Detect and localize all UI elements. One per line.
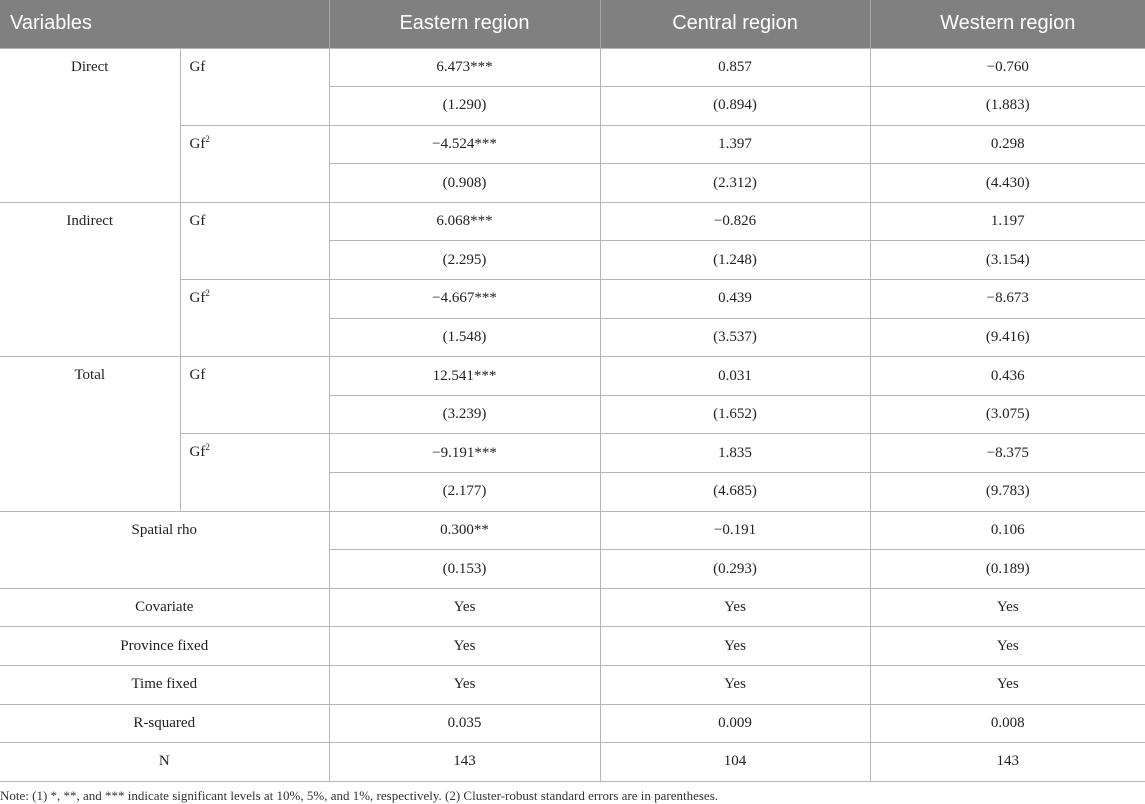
coef-cell: 0.857 — [600, 48, 870, 87]
header-western-region: Western region — [940, 12, 1076, 35]
value-cell: Yes — [329, 627, 600, 666]
coef-cell: −0.191 — [600, 511, 870, 550]
se-cell: (0.894) — [600, 87, 870, 126]
value-cell: Yes — [870, 666, 1145, 705]
group-label-direct: Direct — [0, 48, 180, 202]
se-cell: (1.248) — [600, 241, 870, 280]
group-label-total: Total — [0, 357, 180, 511]
se-cell: (1.652) — [600, 395, 870, 434]
coef-cell: 6.473*** — [329, 48, 600, 87]
var-label: Gf — [180, 48, 329, 125]
table-header-row — [0, 0, 1145, 48]
se-cell: (2.295) — [329, 241, 600, 280]
se-cell: (2.312) — [600, 164, 870, 203]
value-cell: 0.035 — [329, 704, 600, 743]
coef-cell: −4.524*** — [329, 125, 600, 164]
se-cell: (3.239) — [329, 395, 600, 434]
se-cell: (4.430) — [870, 164, 1145, 203]
se-cell: (0.293) — [600, 550, 870, 589]
table-row — [0, 704, 1145, 743]
coef-cell: 0.031 — [600, 357, 870, 396]
table-row — [0, 48, 1145, 87]
coef-cell: −8.375 — [870, 434, 1145, 473]
value-cell: 104 — [600, 743, 870, 782]
se-cell: (3.075) — [870, 395, 1145, 434]
header-eastern-region: Eastern region — [329, 0, 600, 48]
value-cell: Yes — [870, 627, 1145, 666]
var-label: Gf$^2$ — [180, 434, 329, 511]
coef-cell: 0.298 — [870, 125, 1145, 164]
value-cell: 143 — [870, 743, 1145, 782]
coef-cell: 12.541*** — [329, 357, 600, 396]
header-central-region: Central region — [600, 0, 870, 48]
coef-cell: 1.835 — [600, 434, 870, 473]
coef-cell: −4.667*** — [329, 280, 600, 319]
se-cell: (3.537) — [600, 318, 870, 357]
var-label: Gf — [180, 357, 329, 434]
se-cell: (0.908) — [329, 164, 600, 203]
se-cell: (9.783) — [870, 473, 1145, 512]
se-cell: (0.189) — [870, 550, 1145, 589]
value-cell: Yes — [600, 588, 870, 627]
table-note: Note: (1) *, **, and *** indicate significant levels at 10%, 5%, and 1%, respectively. (2) Cluster-robust standard errors are in parentheses. — [0, 788, 719, 803]
coef-cell: 0.106 — [870, 511, 1145, 550]
coef-cell: −0.760 — [870, 48, 1145, 87]
se-cell: (3.154) — [870, 241, 1145, 280]
coef-cell: 1.197 — [870, 202, 1145, 241]
se-cell: (9.416) — [870, 318, 1145, 357]
value-cell: Yes — [870, 588, 1145, 627]
table-row — [0, 743, 1145, 782]
coef-cell: −9.191*** — [329, 434, 600, 473]
row-label-time-fixed: Time fixed — [0, 666, 329, 705]
table-row — [0, 627, 1145, 666]
value-cell: Yes — [600, 627, 870, 666]
var-label: Gf$^2$ — [180, 125, 329, 202]
header-variables: Variables — [0, 0, 329, 48]
row-label-n: N — [0, 743, 329, 782]
value-cell: 143 — [329, 743, 600, 782]
value-cell: 0.008 — [870, 704, 1145, 743]
coef-cell: 0.300** — [329, 511, 600, 550]
coef-cell: −8.673 — [870, 280, 1145, 319]
se-cell: (1.548) — [329, 318, 600, 357]
row-label-province-fixed: Province fixed — [0, 627, 329, 666]
coef-cell: 0.436 — [870, 357, 1145, 396]
se-cell: (1.290) — [329, 87, 600, 126]
se-cell: (4.685) — [600, 473, 870, 512]
value-cell: Yes — [600, 666, 870, 705]
table-row — [0, 588, 1145, 627]
table-row — [0, 202, 1145, 241]
row-label-r-squared: R-squared — [0, 704, 329, 743]
value-cell: Yes — [329, 666, 600, 705]
value-cell: Yes — [329, 588, 600, 627]
se-cell: (2.177) — [329, 473, 600, 512]
value-cell: 0.009 — [600, 704, 870, 743]
table-row — [0, 357, 1145, 396]
se-cell: (1.883) — [870, 87, 1145, 126]
se-cell: (0.153) — [329, 550, 600, 589]
coef-cell: −0.826 — [600, 202, 870, 241]
spatial-rho-label: Spatial rho — [0, 511, 329, 588]
var-label: Gf$^2$ — [180, 280, 329, 357]
table-row — [0, 666, 1145, 705]
coef-cell: 1.397 — [600, 125, 870, 164]
table-row — [0, 511, 1145, 550]
var-label: Gf — [180, 202, 329, 279]
coef-cell: 0.439 — [600, 280, 870, 319]
group-label-indirect: Indirect — [0, 202, 180, 356]
coef-cell: 6.068*** — [329, 202, 600, 241]
row-label-covariate: Covariate — [0, 588, 329, 627]
